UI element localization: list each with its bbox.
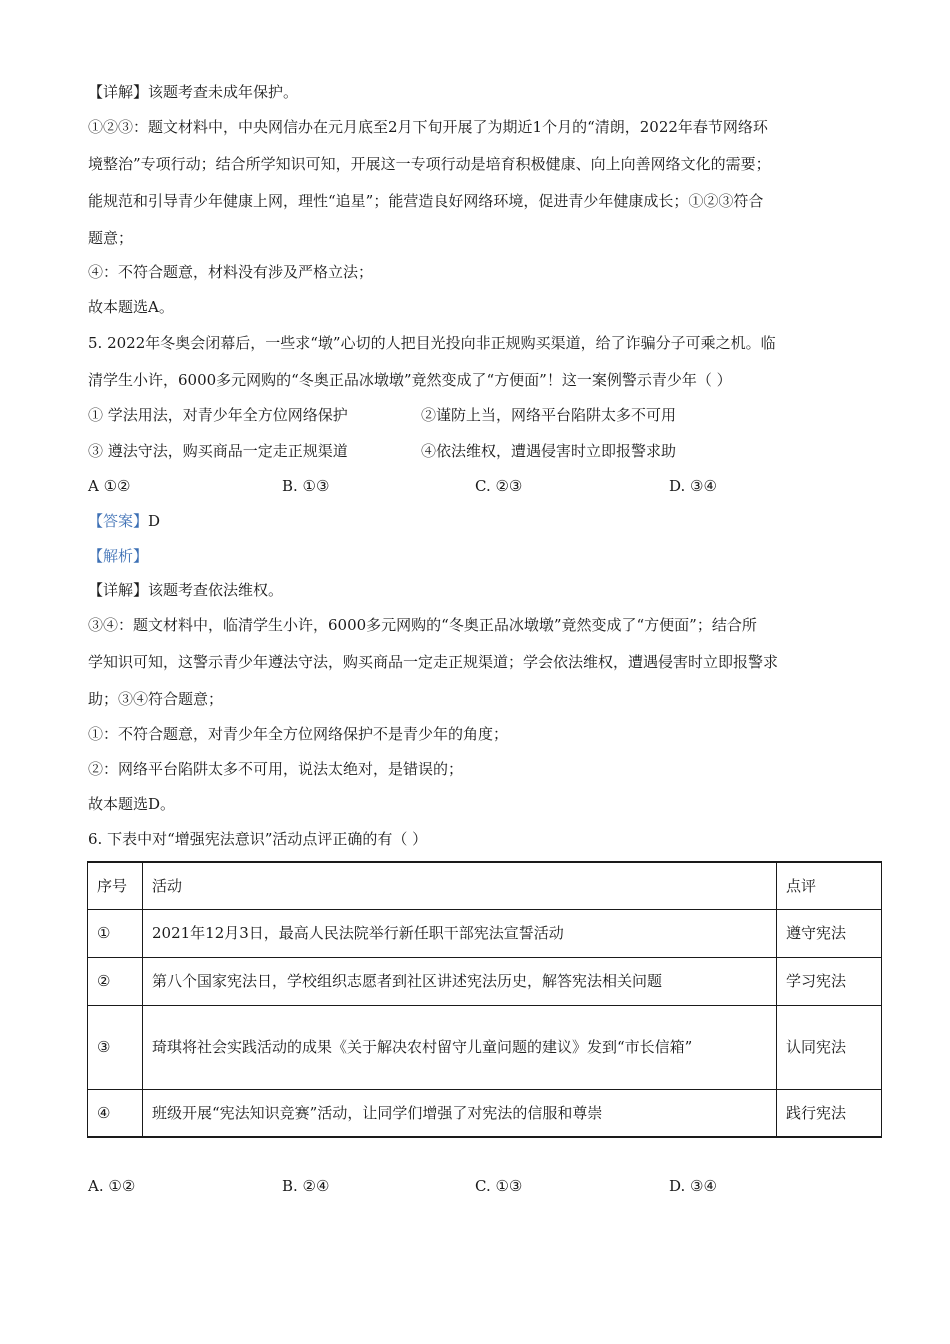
- table-row: [88, 957, 882, 1005]
- activity-table: [87, 861, 882, 1138]
- table-cell: 2021年12月3日，最高人民法院举行新任职干部宪法宣誓活动: [143, 909, 777, 957]
- q5-statement-4: ④依法维权，遭遇侵害时立即报警求助: [421, 442, 677, 460]
- q5-statement-3: ③ 遵法守法，购买商品一定走正规渠道: [88, 442, 348, 460]
- q5-explain-line-6: 故本题选D。: [88, 795, 176, 813]
- q5-detail-heading: 【详解】该题考查依法维权。: [88, 581, 284, 599]
- table-cell: 第八个国家宪法日，学校组织志愿者到社区讲述宪法历史，解答宪法相关问题: [143, 957, 777, 1005]
- q4-explain-line-1: ①②③：题文材料中，中央网信办在元月底至2月下旬开展了为期近1个月的“清朗，2022年春节网络环: [88, 118, 768, 136]
- q4-explain-line-2: 境整治”专项行动；结合所学知识可知，开展这一专项行动是培育积极健康、向上向善网络文化的需要；: [88, 155, 771, 173]
- q5-stem-line-2: 清学生小许，6000多元网购的“冬奥正品冰墩墩”竟然变成了“方便面”！这一案例警示青少年（ ）: [88, 371, 732, 389]
- q6-option-c: C. ①③: [475, 1177, 523, 1195]
- q5-option-c: C. ②③: [475, 477, 523, 495]
- q5-option-b: B. ①③: [282, 477, 330, 495]
- table-row: [88, 909, 882, 957]
- q5-stem-line-1: 5. 2022年冬奥会闭幕后，一些求“墩”心切的人把目光投向非正规购买渠道，给了诈骗分子可乘之机。临: [88, 334, 776, 352]
- q6-option-d: D. ③④: [669, 1177, 717, 1195]
- answer-tag: 【答案】: [88, 512, 149, 530]
- answer-value: D: [148, 512, 161, 530]
- q5-explain-line-3: 助；③④符合题意；: [88, 690, 224, 708]
- q5-explain-line-4: ①：不符合题意，对青少年全方位网络保护不是青少年的角度；: [88, 725, 509, 743]
- analysis-tag: 【解析】: [88, 547, 149, 565]
- table-cell: ①: [88, 909, 143, 957]
- q4-explain-line-6: 故本题选A。: [88, 298, 174, 316]
- header-cell: 点评: [777, 862, 882, 909]
- header-cell: 活动: [143, 862, 777, 909]
- q4-explain-line-3: 能规范和引导青少年健康上网，理性“追星”；能营造良好网络环境，促进青少年健康成长；①②③符合: [88, 192, 764, 210]
- table-cell: ③: [88, 1005, 143, 1089]
- q6-option-a: A. ①②: [88, 1177, 136, 1195]
- table-row: [88, 1005, 882, 1089]
- q4-detail-heading: 【详解】该题考查未成年保护。: [88, 83, 299, 101]
- table-cell: 琦琪将社会实践活动的成果《关于解决农村留守儿童问题的建议》发到“市长信箱”: [143, 1005, 777, 1089]
- table-cell: 学习宪法: [777, 957, 882, 1005]
- q5-option-a: A ①②: [88, 477, 131, 495]
- q5-explain-line-1: ③④：题文材料中，临清学生小许，6000多元网购的“冬奥正品冰墩墩”竟然变成了“方便面”；结合所: [88, 616, 757, 634]
- q5-statement-2: ②谨防上当，网络平台陷阱太多不可用: [421, 406, 677, 424]
- q6-stem: 6. 下表中对“增强宪法意识”活动点评正确的有（ ）: [88, 830, 428, 848]
- table-cell: ④: [88, 1089, 143, 1137]
- q5-answer-line: [88, 511, 160, 531]
- table-cell: 遵守宪法: [777, 909, 882, 957]
- q5-option-d: D. ③④: [669, 477, 717, 495]
- table-cell: 班级开展“宪法知识竞赛”活动，让同学们增强了对宪法的信服和尊崇: [143, 1089, 777, 1137]
- table-row: [88, 1089, 882, 1137]
- q4-explain-line-5: ④：不符合题意，材料没有涉及严格立法；: [88, 263, 374, 281]
- q4-explain-line-4: 题意；: [88, 229, 134, 247]
- table-header-row: [88, 862, 882, 909]
- table-cell: ②: [88, 957, 143, 1005]
- q5-statement-1: ① 学法用法，对青少年全方位网络保护: [88, 406, 348, 424]
- q5-explain-line-2: 学知识可知，这警示青少年遵法守法，购买商品一定走正规渠道；学会依法维权，遭遇侵害时立即报警求: [88, 653, 779, 671]
- table-cell: 践行宪法: [777, 1089, 882, 1137]
- q5-explain-line-5: ②：网络平台陷阱太多不可用，说法太绝对，是错误的；: [88, 760, 464, 778]
- table-cell: 认同宪法: [777, 1005, 882, 1089]
- q6-option-b: B. ②④: [282, 1177, 330, 1195]
- header-cell: 序号: [88, 862, 143, 909]
